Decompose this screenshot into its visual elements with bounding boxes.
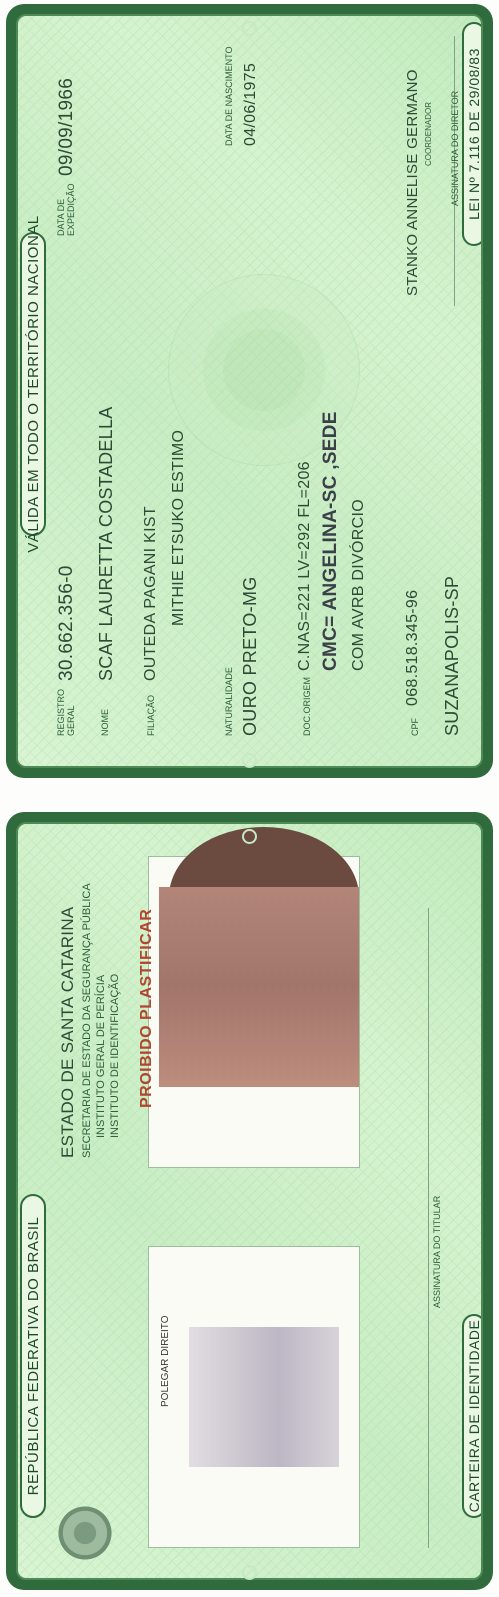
director-name: STANKO ANNELISE GERMANO	[404, 69, 421, 296]
data-expedicao-label: DATA DE EXPEDIÇÃO	[56, 183, 76, 236]
state-coat-of-arms-icon	[54, 1502, 116, 1564]
registro-value: 30.662.356-0	[56, 565, 77, 681]
back-bottom-banner: LEI Nº 7.116 DE 29/08/83	[462, 22, 483, 246]
instituto-name-1: INSTITUTO GERAL DE PERÍCIA	[95, 974, 107, 1138]
instituto-name-2: INSTITUTO DE IDENTIFICAÇÃO	[109, 973, 121, 1138]
corner-dot	[242, 753, 257, 768]
data-expedicao-value: 09/09/1966	[56, 77, 77, 176]
secretaria-name: SECRETARIA DE ESTADO DA SEGURANÇA PÚBLICA	[81, 883, 93, 1158]
corner-dot	[242, 829, 257, 844]
doc-origem-value-1: C.NAS=221 LV=292 FL=206	[296, 461, 313, 671]
id-card-front-area	[6, 808, 493, 1592]
cpf-label: CPF	[410, 718, 420, 736]
portrait-photo-redacted	[159, 887, 359, 1087]
doc-origem-value-3: COM AVRB DIVÓRCIO	[350, 499, 367, 671]
registro-label: REGISTRO GERAL	[56, 688, 76, 736]
filiacao-label: FILIAÇÃO	[146, 694, 156, 736]
filiacao-value-2: MITHIE ETSUKO ESTIMO	[170, 429, 187, 626]
data-nascimento-label: DATA DE NASCIMENTO	[224, 46, 234, 146]
corner-dot	[242, 21, 257, 36]
back-top-banner: VÁLIDA EM TODO O TERRITÓRIO NACIONAL	[20, 232, 46, 536]
issuing-location: SUZANAPOLIS-SP	[442, 575, 462, 736]
thumbprint-box	[148, 1246, 360, 1548]
no-laminate-warning: PROIBIDO PLASTIFICAR	[138, 908, 155, 1108]
doc-origem-label: DOC.ORIGEM	[302, 676, 312, 736]
id-card-back-area	[6, 0, 493, 780]
nome-label: NOME	[100, 709, 110, 736]
cpf-value: 068.518.345-96	[404, 589, 421, 706]
doc-origem-value-2: CMC= ANGELINA-SC ,SEDE	[320, 411, 341, 671]
data-nascimento-value: 04/06/1975	[242, 62, 259, 146]
corner-dot	[242, 1565, 257, 1580]
id-card-front	[6, 812, 493, 1590]
nome-value: SCAF LAURETTA COSTADELLA	[96, 406, 116, 681]
id-card-back	[6, 4, 493, 778]
naturalidade-value: OURO PRETO-MG	[240, 576, 260, 736]
state-name: ESTADO DE SANTA CATARINA	[58, 906, 77, 1158]
naturalidade-label: NATURALIDADE	[224, 667, 234, 736]
front-bottom-banner: CARTEIRA DE IDENTIDADE	[462, 1314, 483, 1518]
holder-signature-label: ASSINATURA DO TITULAR	[432, 1195, 442, 1308]
filiacao-value-1: OUTEDA PAGANI KIST	[142, 506, 159, 681]
director-title: COORDENADOR	[424, 101, 433, 166]
thumbprint-image	[189, 1327, 339, 1467]
photo-box	[148, 856, 360, 1168]
holder-signature-line	[428, 908, 429, 1548]
director-signature-label: ASSINATURA DO DIRETOR	[450, 90, 460, 206]
thumbprint-label: POLEGAR DIREITO	[160, 1315, 171, 1407]
front-top-banner: REPÚBLICA FEDERATIVA DO BRASIL	[20, 1194, 46, 1518]
